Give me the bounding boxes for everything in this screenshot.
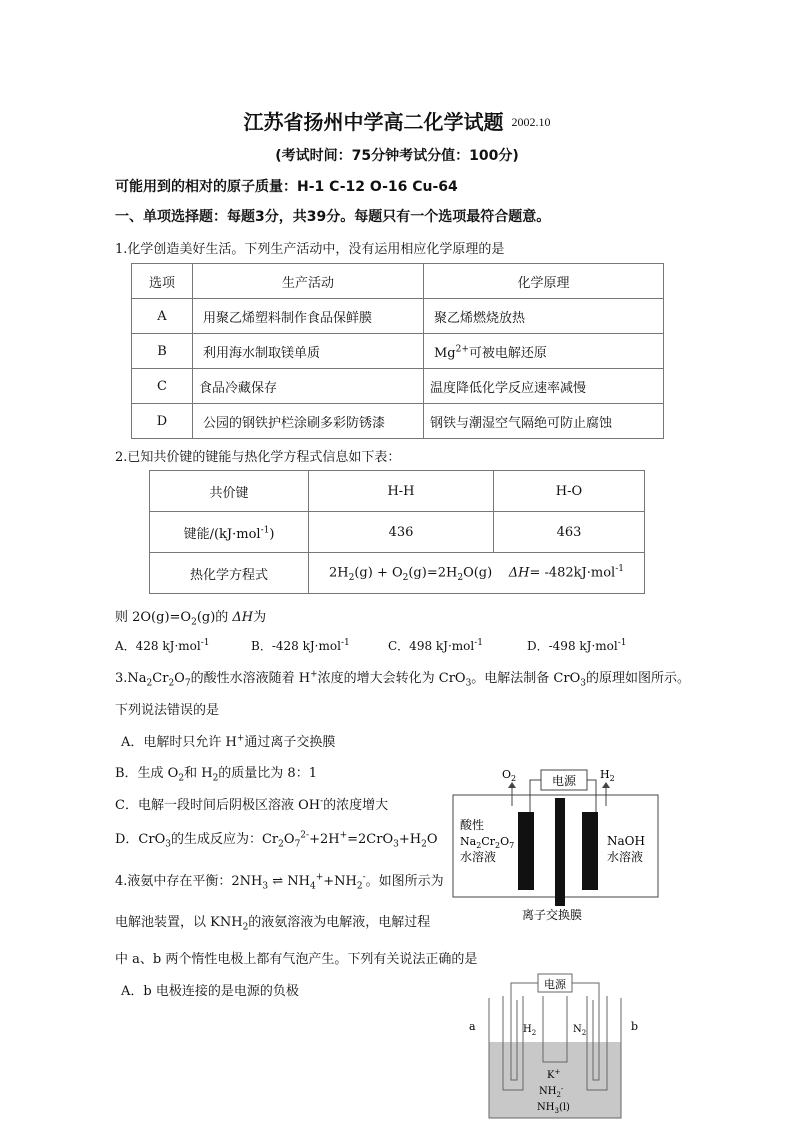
text: Mg — [434, 345, 456, 361]
q1-cell-opt: B — [132, 334, 193, 369]
left-label-1: 酸性 — [460, 818, 485, 832]
text: 电解池装置，以 KNH — [115, 915, 243, 930]
text: (g)的 — [196, 610, 233, 625]
h2-label: $H_2$ — [523, 1024, 537, 1037]
q1-cell-principle — [424, 334, 664, 369]
q1-header-principle: 化学原理 — [424, 264, 664, 299]
q1-cell-activity: 食品冷藏保存 — [193, 369, 424, 404]
text: 键能/(kJ·mol — [183, 526, 261, 542]
text: 4.液氨中存在平衡：2NH — [115, 874, 263, 889]
delta-h: ΔH — [508, 564, 530, 580]
q1-cell-activity: 用聚乙烯塑料制作食品保鲜膜 — [193, 299, 424, 334]
q2-stem: 2.已知共价键的键能与热化学方程式信息如下表： — [115, 450, 401, 465]
text: = -482kJ·mol — [529, 564, 616, 580]
q1-cell-principle: 聚乙烯燃烧放热 — [424, 299, 664, 334]
q2-ho-energy: 463 — [494, 512, 645, 553]
anode-electrode — [518, 812, 534, 890]
q3-stem: $3.Na_2Cr_2O_7$的酸性水溶液随着 H+浓度的增大会转化为 CrO$_3$。电解法制备 CrO$_3$的原理如图所示。 — [115, 669, 690, 689]
q2-equation: $2H_2(g) + O_2(g)=2H_2O(g)$ ΔH= -482kJ·mol$^{-1}$ — [309, 553, 645, 594]
text: B．-428 kJ·mol — [251, 639, 341, 653]
text: Cr — [152, 671, 169, 686]
k-ion-label: K+ — [547, 1068, 561, 1081]
text: A．428 kJ·mol — [115, 639, 201, 653]
q1-stem: 1.化学创造美好生活。下列生产活动中，没有运用相应化学原理的是 — [115, 242, 505, 257]
electrode-a-label: a — [469, 1020, 476, 1033]
text: 通过离子交换膜 — [244, 735, 336, 750]
table-row — [150, 553, 645, 594]
q1-cell-opt: A — [132, 299, 193, 334]
q1-cell-activity: 公园的钢铁护栏涂刷多彩防锈漆 — [193, 404, 424, 439]
q2-header-bond: 共价键 — [150, 471, 309, 512]
superscript: -1 — [617, 638, 627, 648]
text: =2CrO — [347, 832, 394, 847]
superscript: -1 — [340, 638, 350, 648]
q1-header-option: 选项 — [132, 264, 193, 299]
q2-equation-label: 热化学方程式 — [150, 553, 309, 594]
text: C．498 kJ·mol — [388, 639, 475, 653]
q2-question: 则 $2O(g)=O_2(g)$的 ΔH为 — [115, 610, 267, 628]
q2-option-d — [527, 637, 627, 654]
ion-exchange-membrane — [555, 798, 565, 906]
table-row — [132, 299, 664, 334]
q3-option-d: D．CrO$_3$的生成反应为：$Cr_2O_7^{2-}+2H^+=2CrO_3+H_2O$ — [115, 830, 438, 850]
text: ⇌ NH — [268, 874, 310, 889]
table-row — [132, 404, 664, 439]
q1-cell-activity: 利用海水制取镁单质 — [193, 334, 424, 369]
q2-hh-energy: 436 — [309, 512, 494, 553]
text: 的酸性水溶液随着 H — [190, 671, 311, 686]
text: A．电解时只允许 H — [121, 735, 237, 750]
text: 和 H — [184, 766, 213, 781]
q1-table — [131, 263, 664, 439]
q4-stem3: 中 a、b 两个惰性电极上都有气泡产生。下列有关说法正确的是 — [115, 952, 478, 967]
text: B．生成 O — [115, 766, 179, 781]
wire-left — [530, 780, 541, 812]
power-source-label: 电源 — [551, 774, 577, 788]
text: +H — [398, 832, 422, 847]
electrolysis-diagram-2 — [465, 970, 645, 1120]
text: 的液氨溶液为电解液，电解过程 — [248, 915, 431, 930]
text: 3.Na — [115, 671, 147, 686]
cathode-electrode — [582, 812, 598, 890]
q2-header-hh: H-H — [309, 471, 494, 512]
q2-header-ho: H-O — [494, 471, 645, 512]
nh3-label: $NH_3(l)$ — [537, 1102, 570, 1115]
text: C．电解一段时间后阴极区溶液 OH — [115, 798, 321, 813]
electrode-b-label: b — [631, 1020, 639, 1033]
wire-left — [511, 983, 538, 1000]
q3-option-b: B．生成 $O_2$和 $H_2$的质量比为 8：1 — [115, 766, 317, 784]
text: 。如图所示为 — [365, 874, 444, 889]
nh2-ion-label: $NH_2^-$ — [539, 1085, 564, 1099]
q2-option-a — [115, 637, 210, 654]
text: 为 — [253, 610, 267, 625]
exam-info: (考试时间：75分钟考试分值：100分) — [275, 148, 519, 164]
power-source-label: 电源 — [544, 978, 566, 991]
text: O — [426, 832, 438, 847]
q2-table — [149, 470, 645, 594]
text: 的生成反应为：Cr — [170, 832, 279, 847]
q1-cell-principle: 钢铁与潮湿空气隔绝可防止腐蚀 — [424, 404, 664, 439]
table-row — [132, 369, 664, 404]
text: O(g) — [463, 564, 493, 580]
text: 的浓度增大 — [323, 798, 389, 813]
delta-h: ΔH — [232, 610, 254, 625]
q4-stem2: 电解池装置，以 $KNH_2$的液氨溶液为电解液，电解过程 — [115, 915, 431, 933]
wire-right — [572, 983, 599, 1000]
text: ) — [269, 526, 275, 542]
q4-option-a: A．b 电极连接的是电源的负极 — [121, 984, 299, 999]
q2-option-b — [251, 637, 350, 654]
q2-option-c — [388, 637, 483, 654]
text: O — [283, 832, 295, 847]
text: 。电解法制备 CrO — [471, 671, 581, 686]
table-row — [132, 334, 664, 369]
q3-stem2: 下列说法错误的是 — [115, 703, 220, 718]
atomic-mass-line: 可能用到的相对的原子质量：H-1 C-12 O-16 Cu-64 — [115, 179, 458, 195]
superscript: -1 — [474, 638, 484, 648]
text: D．CrO — [115, 832, 166, 847]
q4-stem: 4.液氨中存在平衡：$2NH_3$ ⇌ $NH_4^++NH_2^-$。如图所示为 — [115, 872, 444, 892]
o2-label: $O_2$ — [502, 768, 517, 783]
text: (g)=2H — [408, 564, 458, 580]
table-row — [132, 264, 664, 299]
q3-option-c: C．电解一段时间后阴极区溶液 OH-的浓度增大 — [115, 796, 389, 813]
text: 浓度的增大会转化为 CrO — [317, 671, 466, 686]
text: O — [174, 671, 185, 686]
table-row — [150, 512, 645, 553]
text: 的原理如图所示。 — [585, 671, 690, 686]
exam-date: 2002.10 — [511, 115, 551, 129]
left-label-3: 水溶液 — [460, 850, 497, 864]
electrolysis-diagram-1 — [450, 762, 665, 922]
superscript: 2+ — [455, 344, 469, 355]
superscript: -1 — [260, 525, 270, 536]
text: 可被电解还原 — [468, 345, 547, 361]
text: +2H — [309, 832, 340, 847]
text: 则 2O(g)=O — [115, 610, 192, 625]
wire-right — [587, 780, 596, 812]
section1-heading: 一、单项选择题：每题3分，共39分。每题只有一个选项最符合题意。 — [115, 209, 551, 225]
n2-label: $N_2$ — [573, 1024, 587, 1037]
h2-label: $H_2$ — [600, 768, 615, 783]
q2-bond-energy-label — [150, 512, 309, 553]
text: 2H — [329, 564, 349, 580]
superscript: -1 — [200, 638, 210, 648]
q1-header-activity: 生产活动 — [193, 264, 424, 299]
right-label-1: NaOH — [607, 834, 645, 848]
q3-option-a: A．电解时只允许 H+通过离子交换膜 — [121, 733, 336, 750]
text: D．-498 kJ·mol — [527, 639, 618, 653]
text: (g) + O — [354, 564, 403, 580]
text: +NH — [323, 874, 357, 889]
q1-cell-opt: D — [132, 404, 193, 439]
page-title — [0, 106, 794, 135]
membrane-label: 离子交换膜 — [522, 908, 583, 922]
table-row — [150, 471, 645, 512]
right-label-2: 水溶液 — [607, 850, 644, 864]
q1-cell-opt: C — [132, 369, 193, 404]
q1-cell-principle: 温度降低化学反应速率减慢 — [424, 369, 664, 404]
left-label-2: $Na_2Cr_2O_7$ — [460, 835, 515, 850]
title-text: 江苏省扬州中学高二化学试题 — [243, 110, 504, 134]
text: 的质量比为 8：1 — [218, 766, 317, 781]
superscript: -1 — [615, 563, 624, 574]
